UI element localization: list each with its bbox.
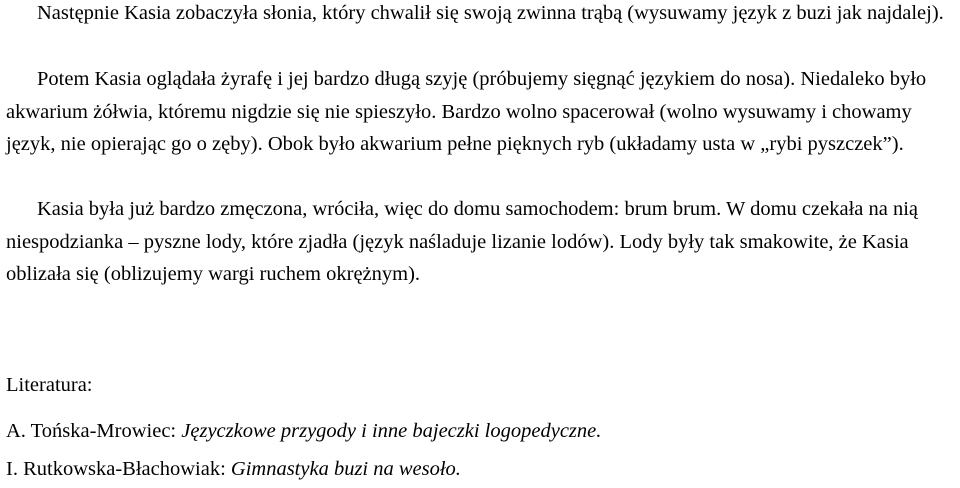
- paragraph-giraffe-turtle-fish: Potem Kasia oglądała żyrafę i jej bardzo długą szyję (próbujemy sięgnąć językiem do nosa). Niedaleko było akwarium żółwia, któremu nigdzie się nie spieszyło. Bardzo wolno spacerował (wolno wysuwamy i chowamy język, nie opierając go o zęby). Obok było akwarium pełne pięknych ryb (układamy usta w „rybi pyszczek”).: [6, 68, 927, 155]
- reference-title: Gimnastyka buzi na wesoło.: [230, 458, 461, 480]
- reference-item-1: [6, 419, 601, 443]
- paragraph-elephant: Następnie Kasia zobaczyła słonia, który chwalił się swoją zwinna trąbą (wysuwamy język z buzi jak najdalej).: [37, 2, 944, 24]
- reference-author: I. Rutkowska-Błachowiak:: [6, 458, 231, 480]
- paragraph-return-home: Kasia była już bardzo zmęczona, wróciła, więc do domu samochodem: brum brum. W domu czekała na nią niespodzianka – pyszne lody, które zjadła (język naśladuje lizanie lodów). Lody były tak smakowite, że Kasia oblizała się (oblizujemy wargi ruchem okrężnym).: [6, 198, 919, 285]
- literature-heading: Literatura:: [6, 374, 93, 396]
- reference-author: A. Tońska-Mrowiec:: [6, 420, 182, 442]
- reference-title: Języczkowe przygody i inne bajeczki logopedyczne.: [181, 420, 602, 442]
- reference-item-2: [6, 457, 461, 481]
